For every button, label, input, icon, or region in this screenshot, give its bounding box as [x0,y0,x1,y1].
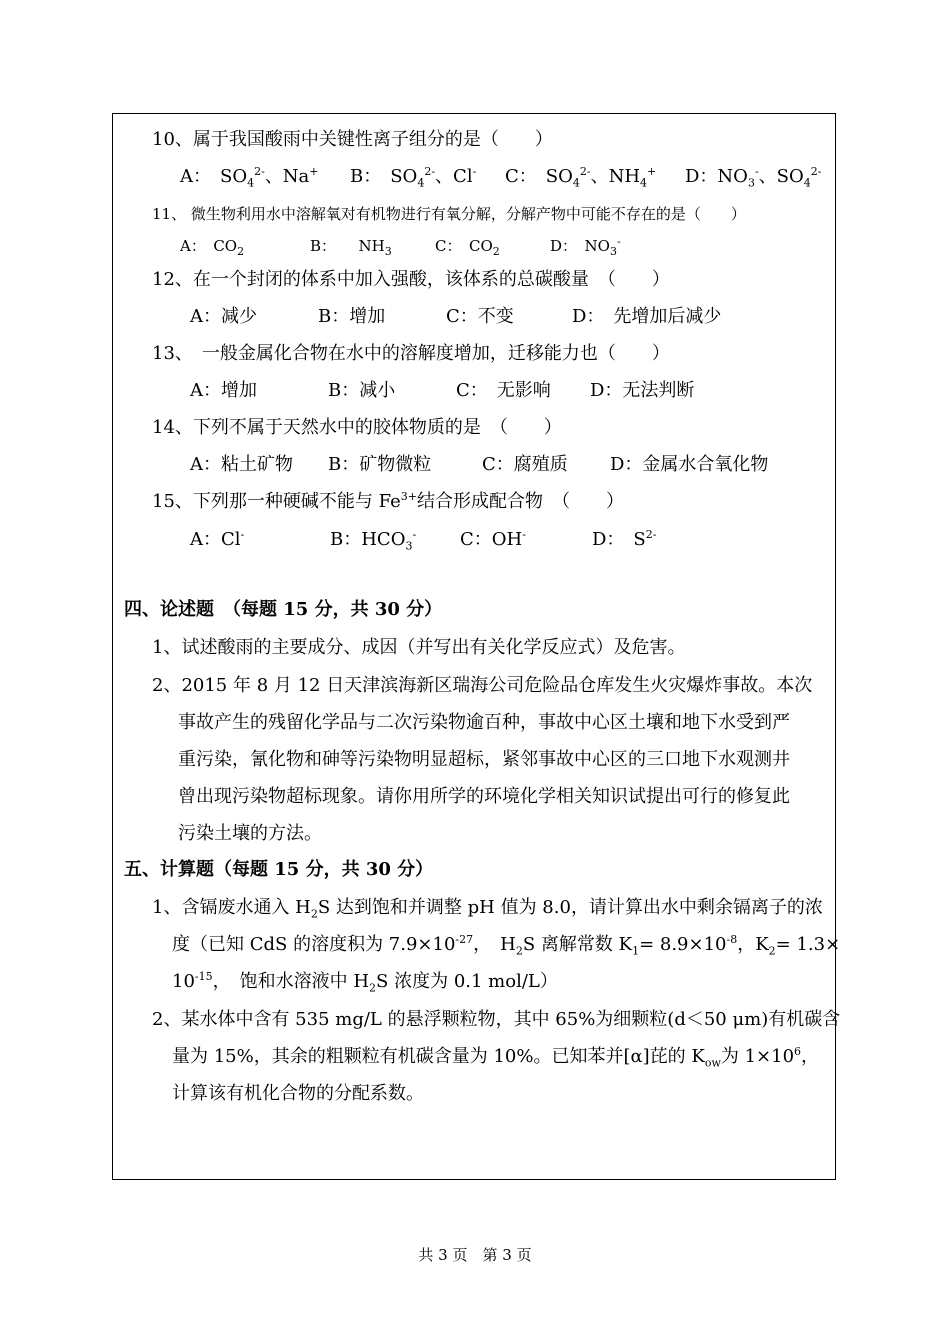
section4-q1: 1、试述酸雨的主要成分、成因（并写出有关化学反应式）及危害。 [152,637,686,658]
section5-q2-line1: 2、某水体中含有 535 mg/L 的悬浮颗粒物，其中 65%为细颗粒(d＜50 μm)有机碳含 [152,1009,841,1030]
section4-q2-line3: 重污染，氰化物和砷等污染物明显超标，紧邻事故中心区的三口地下水观测井 [178,749,790,770]
q15-stem: 15、下列那一种硬碱不能与 $Fe^{3+}$结合形成配合物 （ ） [152,490,625,512]
q10-stem: 10、属于我国酸雨中关键性离子组分的是（ ） [152,129,553,150]
section4-q2-line1: 2、2015 年 8 月 12 日天津滨海新区瑞海公司危险品仓库发生火灾爆炸事故。本次 [152,675,813,696]
section4-heading: 四、论述题 （每题 15 分，共 30 分） [124,599,443,620]
section5-heading: 五、计算题（每题 15 分，共 30 分） [124,859,434,880]
q13-stem: 13、 一般金属化合物在水中的溶解度增加，迁移能力也（ ） [152,343,670,364]
q11-stem: 11、 微生物利用水中溶解氧对有机物进行有氧分解，分解产物中可能不存在的是（ ） [152,205,746,223]
section5-q1-line3: $10^{-15}$， 饱和水溶液中 $H_2S$ 浓度为 0.1 mol/L） [172,970,558,995]
page-footer: 共 3 页 第 3 页 [418,1246,532,1264]
section5-q1-line1: 1、含镉废水通入 $H_2S$ 达到饱和并调整 pH 值为 8.0，请计算出水中剩余镉离子的浓 [152,897,823,921]
section5-q1-line2: 度（已知 CdS 的溶度积为 $7.9\times 10^{-27}$， $H_2S$ 离解常数 $K_1= 8.9\times 10^{-8}$，$K_2= 1.3\times$ [172,933,841,958]
q14-stem: 14、下列不属于天然水中的胶体物质的是 （ ） [152,417,562,438]
q12-stem: 12、在一个封闭的体系中加入强酸，该体系的总碳酸量 （ ） [152,269,670,290]
section4-q2-line4: 曾出现污染物超标现象。请你用所学的环境化学相关知识试提出可行的修复此 [178,786,790,807]
section4-q2-line5: 污染土壤的方法。 [178,823,322,844]
section4-q2-line2: 事故产生的残留化学品与二次污染物逾百种，事故中心区土壤和地下水受到严 [178,712,790,733]
section5-q2-line3: 计算该有机化合物的分配系数。 [172,1083,424,1104]
section5-q2-line2: 量为 15%，其余的粗颗粒有机碳含量为 10%。已知苯并[α]芘的 $K_{ow}$为 $1\times 10^6$， [172,1045,820,1070]
